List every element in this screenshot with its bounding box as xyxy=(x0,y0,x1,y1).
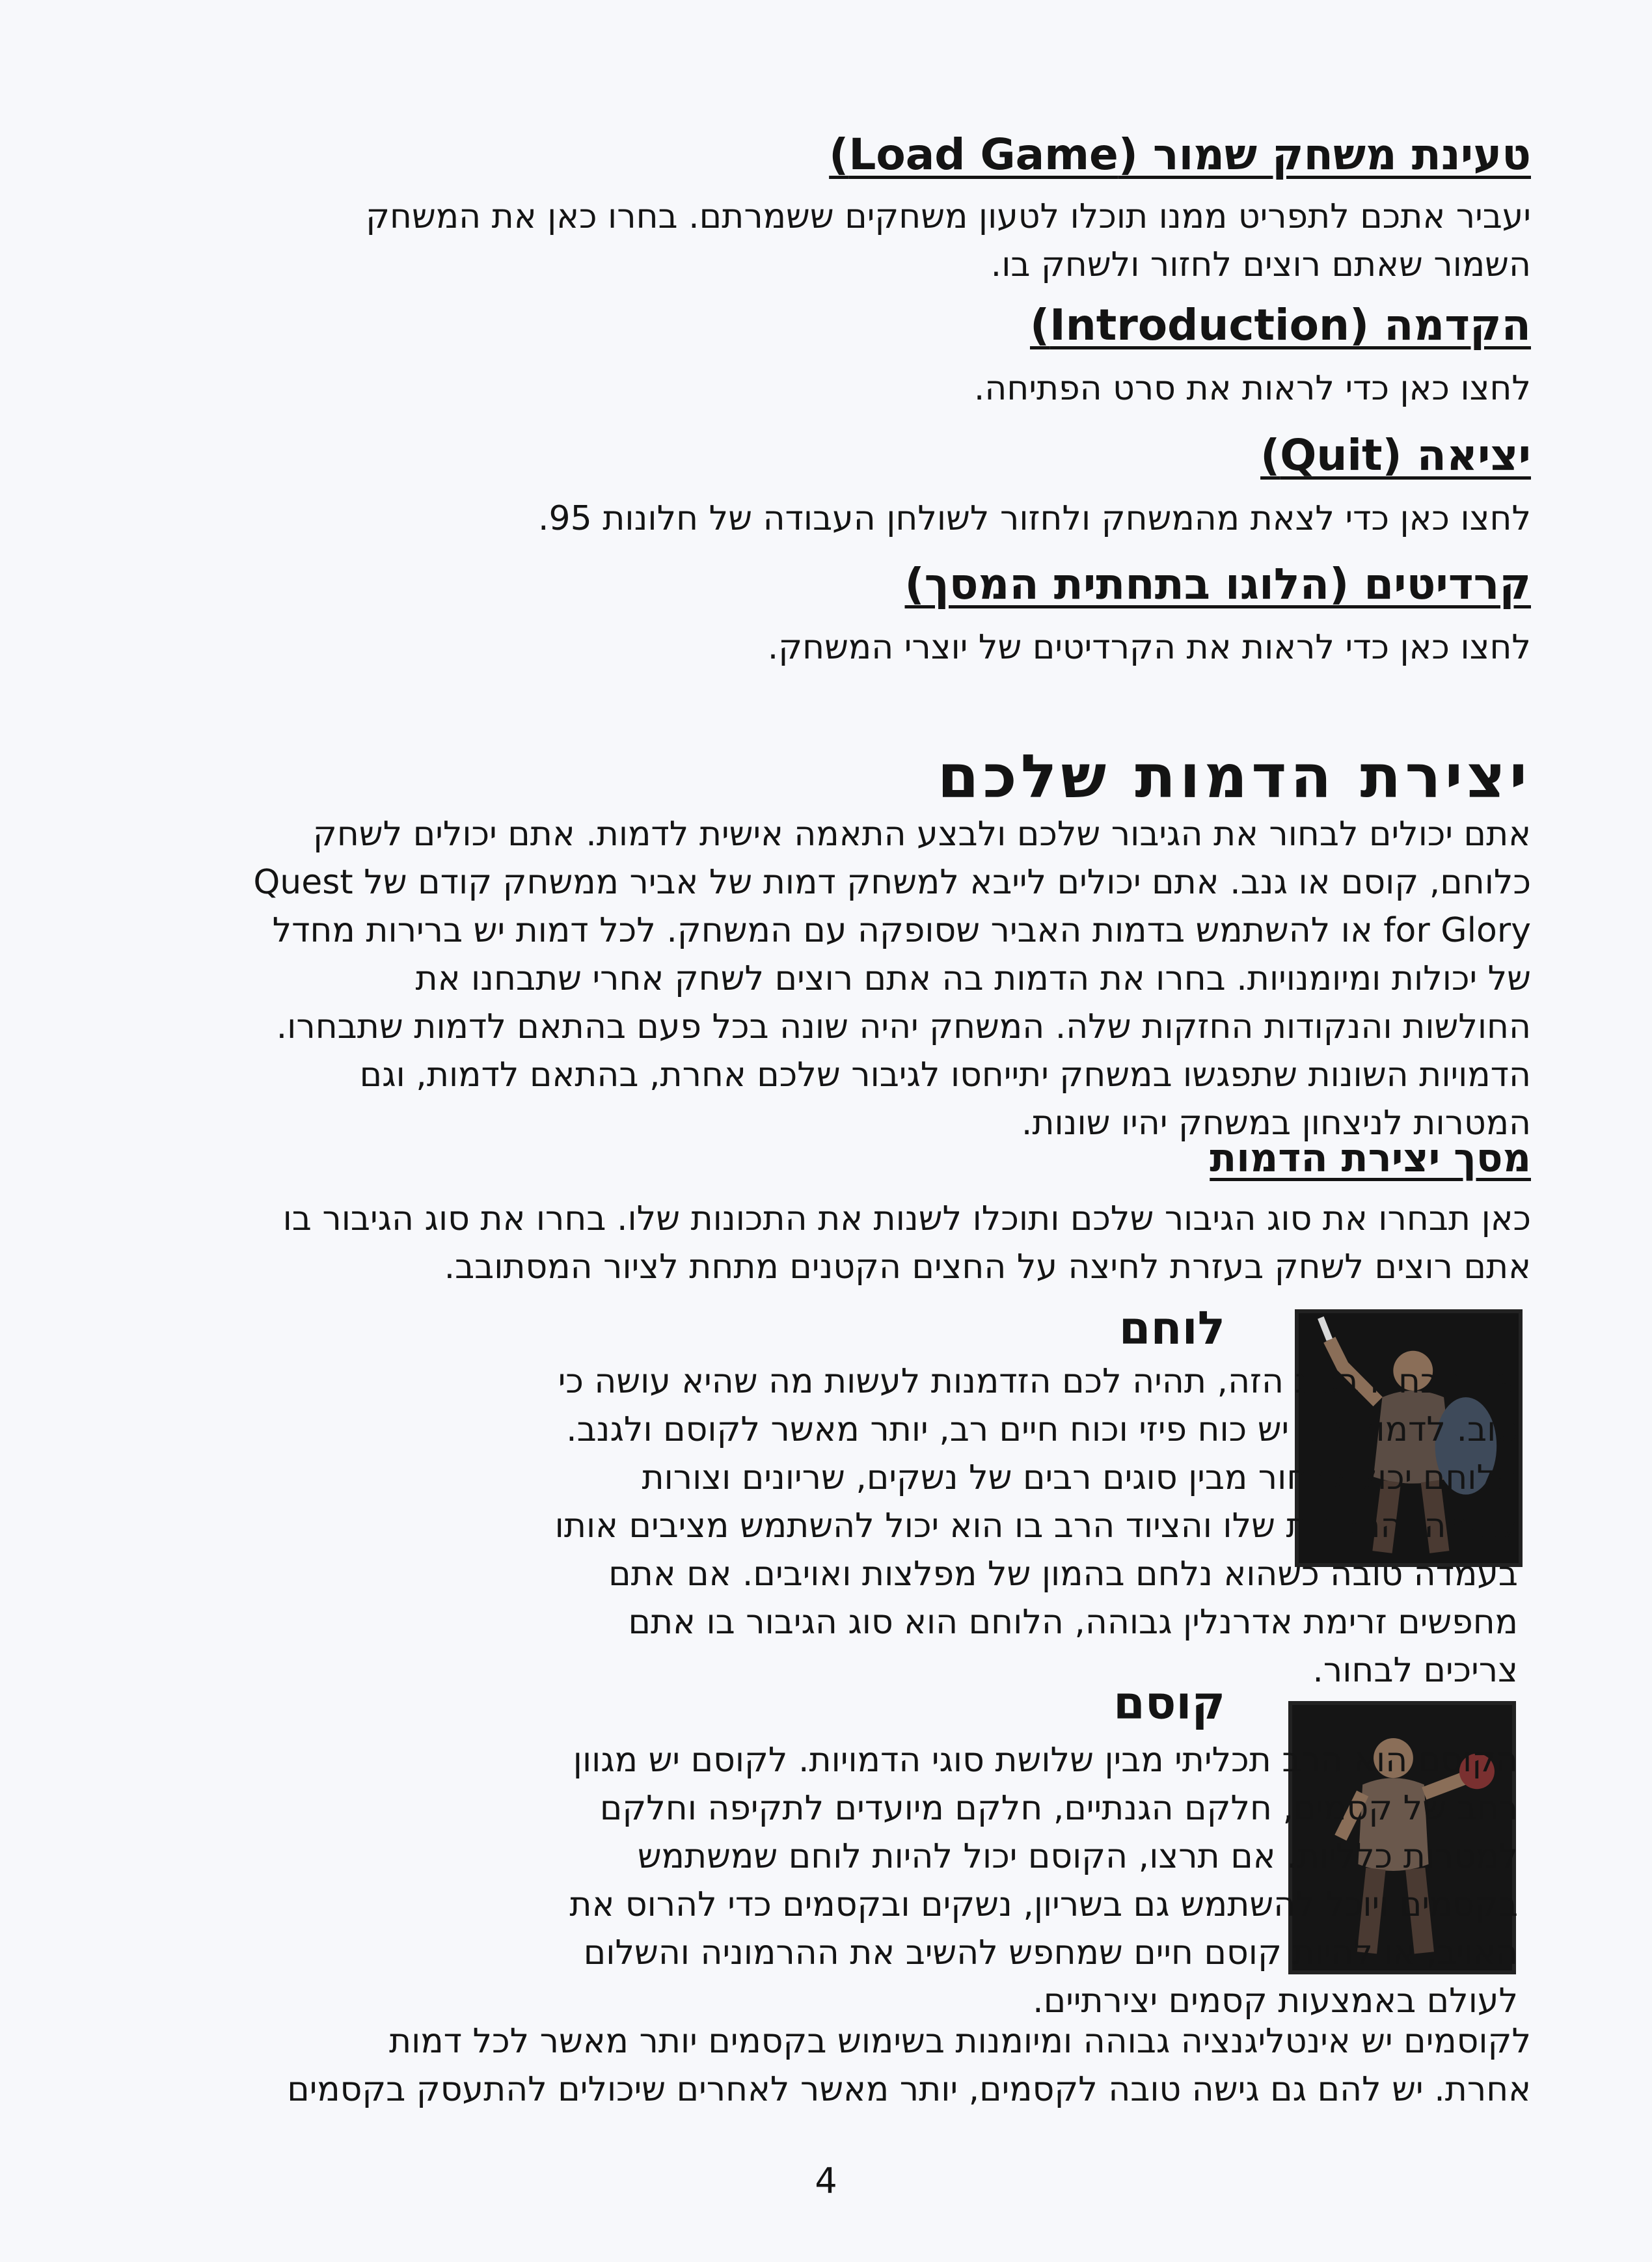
page-number: 4 xyxy=(815,2160,837,2201)
quit-text xyxy=(21,495,1531,543)
text-line: למטרות כלליות. אם תרצו, הקוסם יכול להיות לוחם שמשתמש xyxy=(637,1837,1518,1876)
text-line: רחב של קסמים, חלקם הגנתיים, חלקם מיועדים לתקיפה וחלקם xyxy=(599,1789,1518,1828)
text-line: של יכולות ומיומנויות. בחרו את הדמות בה אתם רוצים לשחק אחרי שתבחנו את xyxy=(415,959,1531,998)
closing-text xyxy=(21,2017,1531,2114)
character-creation-text xyxy=(21,810,1531,1147)
credits-heading: קרדיטים (הלוגו בתחתית המסך) xyxy=(904,559,1531,609)
fighter-heading: לוחם xyxy=(1118,1301,1225,1355)
text-line: בקסמים ויוכל להשתמש גם בשריון, נשקים ובקסמים כדי להרוס את xyxy=(569,1885,1518,1924)
text-line: המטרות לניצחון במשחק יהיו שונות. xyxy=(1021,1104,1531,1143)
wizard-text xyxy=(152,1736,1518,2025)
text-line: לעולם באמצעות קסמים יצירתיים. xyxy=(1033,1982,1518,2021)
text-line: צריכים לבחור. xyxy=(1312,1651,1518,1690)
text-line: לחצו כאן כדי לראות את הקרדיטים של יוצרי המשחק. xyxy=(767,628,1531,667)
text-line: for Glory או להשתמש בדמות האביר שסופקה עם המשחק. לכל דמות יש ברירות מחדל xyxy=(272,911,1531,950)
text-line: הלוחם יכול לבחור מבין סוגים רבים של נשקים, שריונים וצורות xyxy=(642,1458,1518,1497)
introduction-heading: הקדמה (Introduction) xyxy=(1029,300,1531,350)
text-line: אחרת. יש להם גם גישה טובה לקסמים, יותר מאשר לאחרים שיכולים להתעסק בקסמים xyxy=(287,2070,1531,2109)
fighter-text xyxy=(386,1357,1518,1695)
text-line: החולשות והנקודות החזקות שלה. המשחק יהיה שונה בכל פעם בהתאם לדמות שתבחרו. xyxy=(276,1007,1531,1046)
text-line: מחפשים זרימת אדרנלין גבוהה, הלוחם הוא סוג הגיבור בו אתם xyxy=(628,1603,1518,1642)
text-line: לחצו כאן כדי לצאת מהמשחק ולחזור לשולחן העבודה של חלונות 95. xyxy=(538,499,1531,538)
load-game-text xyxy=(21,193,1531,289)
character-screen-text xyxy=(21,1195,1531,1291)
load-game-heading: טעינת משחק שמור (Load Game) xyxy=(829,129,1531,180)
quit-heading: יציאה (Quit) xyxy=(1260,430,1531,480)
text-line: השמור שאתם רוצים לחזור ולשחק בו. xyxy=(990,245,1531,284)
text-line: אתם רוצים לשחק בעזרת לחיצה על החצים הקטנים מתחת לציור המסתובב. xyxy=(444,1247,1531,1287)
wizard-heading: קוסם xyxy=(1113,1676,1225,1730)
text-line: יעביר אתכם לתפריט ממנו תוכלו לטעון משחקים ששמרתם. בחרו כאן את המשחק xyxy=(366,197,1531,236)
character-screen-heading: מסך יצירת הדמות xyxy=(1210,1136,1531,1181)
text-line: כלוחם, קוסם או גנב. אתם יכולים לייבא למשחק דמות של אביר ממשחק קודם של Quest xyxy=(253,863,1531,902)
character-creation-heading: יצירת הדמות שלכם xyxy=(937,742,1531,811)
text-line: כאן תבחרו את סוג הגיבור שלכם ותוכלו לשנות את התכונות שלו. בחרו את סוג הגיבור בו xyxy=(282,1199,1531,1238)
introduction-text xyxy=(21,364,1531,413)
credits-text xyxy=(21,623,1531,672)
text-line: הקוסם הוא הרב תכליתי מבין שלושת סוגי הדמויות. לקוסם יש מגוון xyxy=(573,1741,1518,1780)
text-line: הדמויות השונות שתפגשו במשחק יתייחסו לגיבור שלכם אחרת, בהתאם לדמות, וגם xyxy=(359,1056,1531,1095)
text-line: לקוסמים יש אינטליגנציה גבוהה ומיומנות בשימוש בקסמים יותר מאשר לכל דמות xyxy=(388,2022,1531,2061)
text-line: אם תבחרו בסוג הזה, תהיה לכם הזדמנות לעשות מה שהיא עושה כי xyxy=(558,1362,1518,1401)
text-line: טוב. לדמות הזו יש כוח פיזי וכוח חיים רב, יותר מאשר לקוסם ולגנב. xyxy=(566,1410,1518,1449)
text-line: בעמדה טובה כשהוא נלחם בהמון של מפלצות ואויבים. אם אתם xyxy=(608,1555,1518,1594)
text-line: לחימה. התכונות שלו והציוד הרב בו הוא יכול להשתמש מציבים אותו xyxy=(554,1506,1518,1546)
text-line: האויב, או להיות קוסם חיים שמחפש להשיב את ההרמוניה והשלום xyxy=(583,1933,1518,1972)
text-line: אתם יכולים לבחור את הגיבור שלכם ולבצע התאמה אישית לדמות. אתם יכולים לשחק xyxy=(312,815,1531,854)
text-line: לחצו כאן כדי לראות את סרט הפתיחה. xyxy=(973,369,1531,408)
